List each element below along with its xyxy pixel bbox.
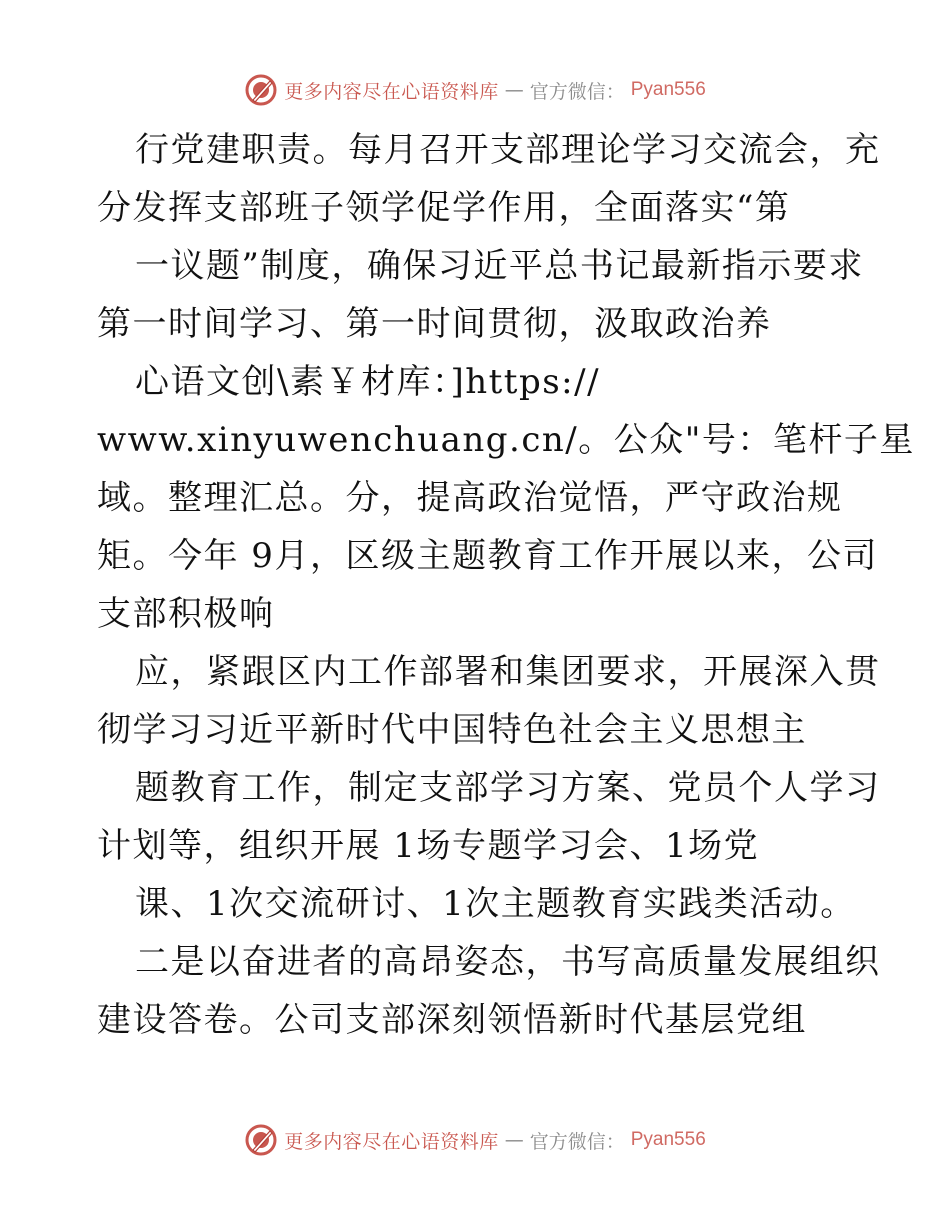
body-line: 行党建职责。每月召开支部理论学习交流会，充 [135,130,881,170]
body-line: 彻学习习近平新时代中国特色社会主义思想主 [97,710,807,750]
watermark-contact-id: Pyan556 [630,79,706,100]
body-line: 分发挥支部班子领学促学作用，全面落实“第 [97,188,791,228]
body-line: 建设答卷。公司支部深刻领悟新时代基层党组 [97,1000,807,1040]
watermark-site-text: 更多内容尽在心语资料库 [284,1130,499,1153]
watermark-separator: — [504,1129,524,1151]
body-line: 支部积极响 [97,594,275,634]
body-line: 应，紧跟区内工作部署和集团要求，开展深入贯 [135,652,881,692]
body-line: www.xinyuwenchuang.cn/。公众"号：笔杆子星 [97,420,915,460]
body-line: 一议题”制度，确保习近平总书记最新指示要求 [135,246,864,286]
header-watermark [0,70,950,110]
footer-watermark [0,1120,950,1160]
body-line: 二是以奋进者的高昂姿态，书写高质量发展组织 [135,942,881,982]
body-line: 域。整理汇总。分，提高政治觉悟，严守政治规 [97,478,843,518]
body-line: 心语文创\素￥材库：]https:// [135,362,601,402]
quill-seal-icon [244,73,278,107]
body-line: 题教育工作，制定支部学习方案、党员个人学习 [135,768,881,808]
body-line: 课、1次交流研讨、1次主题教育实践类活动。 [135,884,856,924]
body-line: 矩。今年 9月，区级主题教育工作开展以来，公司 [97,536,878,576]
watermark-contact-label: 官方微信： [529,1130,625,1153]
watermark-site-text: 更多内容尽在心语资料库 [284,80,499,103]
body-line: 第一时间学习、第一时间贯彻，汲取政治养 [97,304,772,344]
watermark-separator: — [504,79,524,101]
quill-seal-icon [244,1123,278,1157]
watermark-contact-label: 官方微信： [529,80,625,103]
body-line: 计划等，组织开展 1场专题学习会、1场党 [97,826,760,866]
watermark-contact-id: Pyan556 [630,1129,706,1150]
